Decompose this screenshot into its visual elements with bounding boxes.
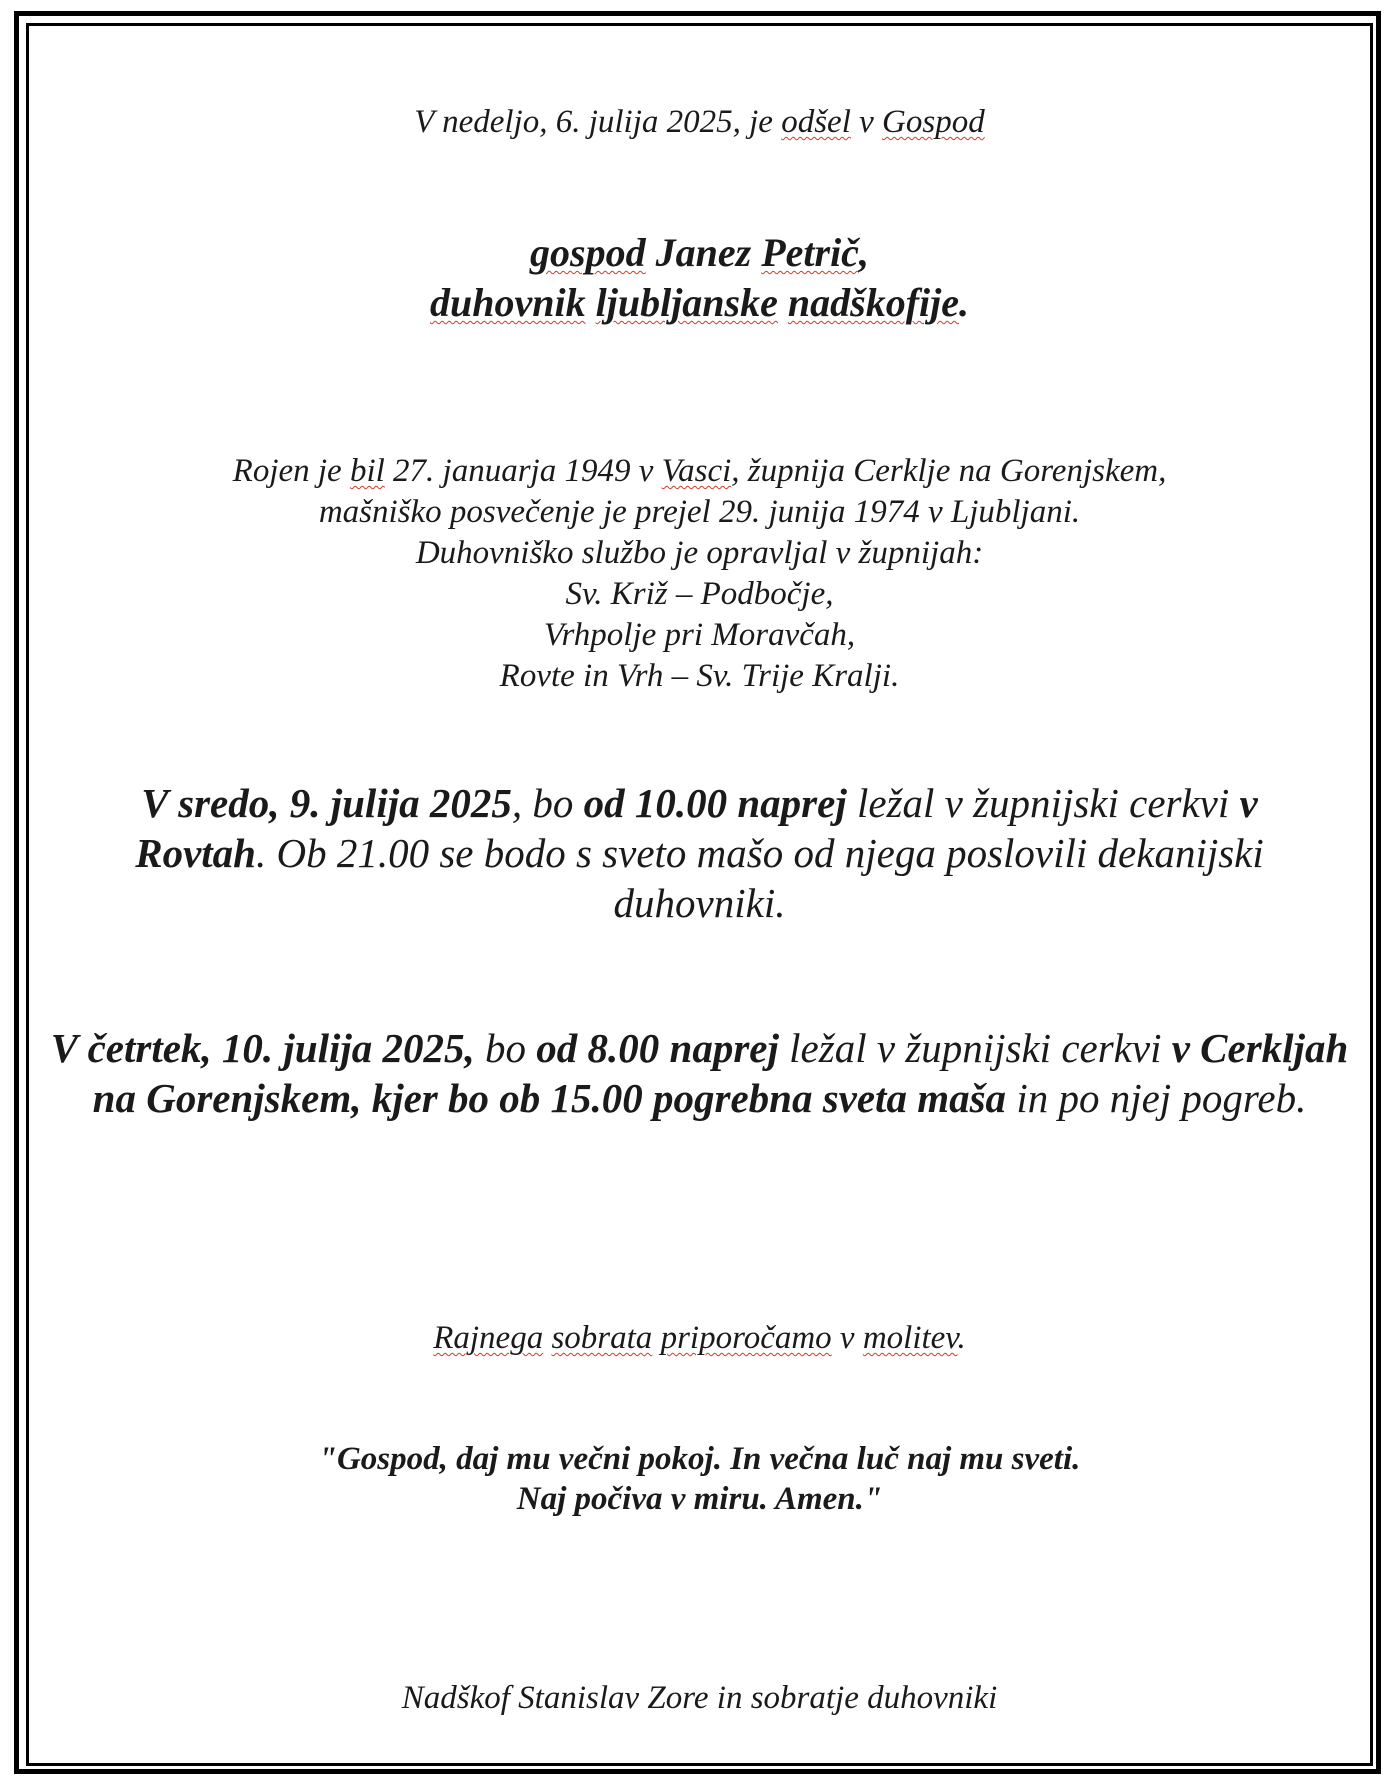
biography xyxy=(40,451,1359,697)
misspelled-word: Gospod xyxy=(882,104,985,140)
deceased-name: gospod Janez Petrič, xyxy=(530,230,869,275)
misspelled-word: odšel xyxy=(781,104,851,140)
bio-line: mašniško posvečenje je prejel 29. junija 1974 v Ljubljani. xyxy=(318,494,1081,530)
signature: Nadškof Stanislav Zore in sobratje duhovniki xyxy=(401,1680,998,1716)
wednesday-announcement: V sredo, 9. julija 2025, bo od 10.00 naprej ležal v župnijski cerkvi v Rovtah. Ob 21.00 se bodo s sveto mašo od njega poslovili dekanijski duhovniki. xyxy=(135,780,1264,926)
intro-line: V nedeljo, 6. julija 2025, je odšel v Gospod xyxy=(414,104,985,140)
deceased-title: duhovnik ljubljanske nadškofije. xyxy=(430,280,969,325)
bio-parish: Rovte in Vrh – Sv. Trije Kralji. xyxy=(499,658,900,694)
deceased-name-block xyxy=(40,228,1359,328)
bio-line: Duhovniško službo je opravljal v župnijah: xyxy=(415,535,984,571)
bio-parish: Vrhpolje pri Moravčah, xyxy=(543,617,856,653)
prayer-request: Rajnega sobrata priporočamo v molitev. xyxy=(433,1320,966,1356)
prayer-quote xyxy=(40,1439,1359,1519)
quote-line: "Gospod, daj mu večni pokoj. In večna luč naj mu sveti. xyxy=(318,1441,1081,1477)
thursday-announcement: V četrtek, 10. julija 2025, bo od 8.00 naprej ležal v župnijski cerkvi v Cerkljah na Gorenjskem, kjer bo ob 15.00 pogrebna sveta maša in po njej pogreb. xyxy=(50,1025,1349,1121)
quote-line: Naj počiva v miru. Amen." xyxy=(516,1481,883,1517)
bio-parish: Sv. Križ – Podbočje, xyxy=(565,576,834,612)
bio-line: Rojen je bil 27. januarja 1949 v Vasci, župnija Cerklje na Gorenjskem, xyxy=(232,453,1167,489)
